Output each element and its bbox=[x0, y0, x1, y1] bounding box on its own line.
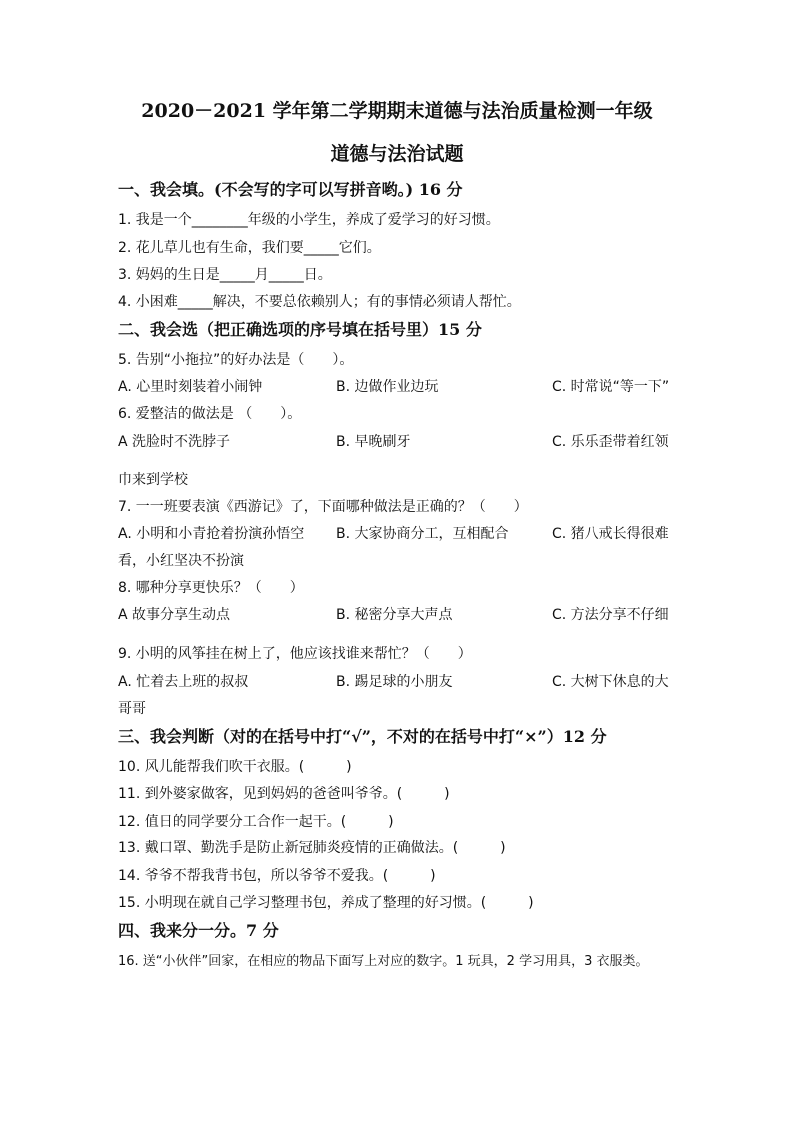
question-7-option-c-continued: 看，小红坚决不扮演 bbox=[118, 553, 244, 569]
question-6-option-c-continued: 巾来到学校 bbox=[118, 472, 188, 488]
question-2: 2. 花儿草儿也有生命，我们要_____它们。 bbox=[118, 240, 381, 256]
question-9-option-c: C. 大树下休息的大 bbox=[552, 674, 669, 690]
question-9-option-c-continued: 哥哥 bbox=[118, 701, 146, 717]
question-7-option-b: B. 大家协商分工，互相配合 bbox=[336, 526, 509, 542]
question-10: 10. 风儿能帮我们吹干衣服。( ) bbox=[118, 759, 352, 775]
question-8: 8. 哪种分享更快乐？（ ） bbox=[118, 580, 304, 596]
section-3-heading: 三、我会判断（对的在括号中打“√”，不对的在括号中打“×”）12 分 bbox=[118, 727, 607, 746]
exam-title-line2: 道德与法治试题 bbox=[330, 143, 464, 165]
question-3: 3. 妈妈的生日是_____月_____日。 bbox=[118, 267, 332, 283]
question-6-option-b: B. 早晚刷牙 bbox=[336, 434, 411, 450]
question-5-option-c: C. 时常说“等一下” bbox=[552, 379, 670, 395]
question-4: 4. 小困难_____解决，不要总依赖别人；有的事情必须请人帮忙。 bbox=[118, 294, 521, 310]
question-14: 14. 爷爷不帮我背书包，所以爷爷不爱我。( ) bbox=[118, 868, 436, 884]
exam-title-line1: 2020－2021 学年第二学期期末道德与法治质量检测一年级 bbox=[141, 100, 653, 122]
question-6-option-c: C. 乐乐歪带着红领 bbox=[552, 434, 669, 450]
question-7-option-c: C. 猪八戒长得很难 bbox=[552, 526, 669, 542]
question-5-option-b: B. 边做作业边玩 bbox=[336, 379, 439, 395]
question-8-option-c: C. 方法分享不仔细 bbox=[552, 607, 669, 623]
question-9-option-b: B. 踢足球的小朋友 bbox=[336, 674, 453, 690]
question-9: 9. 小明的风筝挂在树上了，他应该找谁来帮忙？（ ） bbox=[118, 646, 472, 662]
question-12: 12. 值日的同学要分工合作一起干。( ) bbox=[118, 814, 394, 830]
question-6: 6. 爱整洁的做法是 （ ）。 bbox=[118, 406, 302, 422]
question-16: 16. 送“小伙伴”回家，在相应的物品下面写上对应的数字。1 玩具，2 学习用具，3 衣服类。 bbox=[118, 954, 649, 969]
section-2-heading: 二、我会选（把正确选项的序号填在括号里）15 分 bbox=[118, 320, 482, 339]
question-11: 11. 到外婆家做客，见到妈妈的爸爸叫爷爷。( ) bbox=[118, 786, 450, 802]
question-8-option-b: B. 秘密分享大声点 bbox=[336, 607, 453, 623]
question-13: 13. 戴口罩、勤洗手是防止新冠肺炎疫情的正确做法。( ) bbox=[118, 840, 506, 856]
section-4-heading: 四、我来分一分。7 分 bbox=[118, 921, 279, 940]
question-5: 5. 告别“小拖拉”的好办法是（ ）。 bbox=[118, 352, 354, 368]
question-7-option-a: A. 小明和小青抢着扮演孙悟空 bbox=[118, 526, 305, 542]
section-1-heading: 一、我会填。(不会写的字可以写拼音哟。) 16 分 bbox=[118, 180, 463, 199]
question-15: 15. 小明现在就自己学习整理书包，养成了整理的好习惯。( ) bbox=[118, 895, 534, 911]
question-9-option-a: A. 忙着去上班的叔叔 bbox=[118, 674, 249, 690]
question-7: 7. 一一班要表演《西游记》了，下面哪种做法是正确的？（ ） bbox=[118, 499, 528, 515]
question-8-option-a: A 故事分享生动点 bbox=[118, 607, 231, 623]
question-1: 1. 我是一个________年级的小学生，养成了爱学习的好习惯。 bbox=[118, 212, 500, 228]
question-5-option-a: A. 心里时刻装着小闹钟 bbox=[118, 379, 263, 395]
question-6-option-a: A 洗脸时不洗脖子 bbox=[118, 434, 231, 450]
